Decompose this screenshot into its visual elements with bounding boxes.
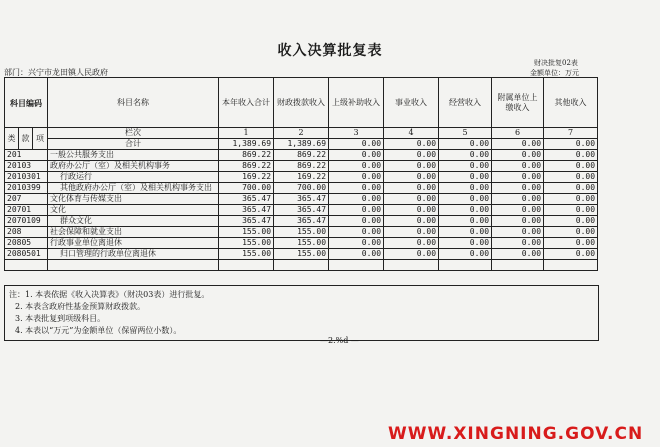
row-value: 0.00 <box>439 227 492 238</box>
form-number: 财决批复02表 <box>534 59 578 67</box>
amount-unit: 金额单位：万元 <box>530 69 579 77</box>
total-cell: 1,389.69 <box>219 139 274 150</box>
row-value: 869.22 <box>219 150 274 161</box>
row-value: 0.00 <box>439 161 492 172</box>
row-value: 0.00 <box>384 238 439 249</box>
row-value: 365.47 <box>274 205 329 216</box>
header-row <box>5 78 598 128</box>
col-kuan: 款 <box>19 128 33 150</box>
row-value: 155.00 <box>274 238 329 249</box>
row-value: 0.00 <box>544 216 598 227</box>
row-value: 0.00 <box>329 183 384 194</box>
col-xiang: 项 <box>33 128 48 150</box>
row-value: 0.00 <box>384 205 439 216</box>
row-value: 0.00 <box>329 150 384 161</box>
table-row <box>5 260 598 271</box>
site-watermark: WWW.XINGNING.GOV.CN <box>388 424 644 444</box>
row-value: 700.00 <box>219 183 274 194</box>
row-value: 365.47 <box>219 205 274 216</box>
row-value: 0.00 <box>492 227 544 238</box>
row-value: 0.00 <box>492 150 544 161</box>
col-other: 其他收入 <box>544 78 598 128</box>
total-cell: 0.00 <box>384 139 439 150</box>
row-value: 365.47 <box>219 194 274 205</box>
row-value: 0.00 <box>492 238 544 249</box>
row-value: 0.00 <box>439 194 492 205</box>
row-value: 0.00 <box>384 172 439 183</box>
col-num: 5 <box>439 128 492 139</box>
col-subsidy: 上级补助收入 <box>329 78 384 128</box>
row-value: 0.00 <box>492 183 544 194</box>
table-row <box>5 161 598 172</box>
table-row <box>5 205 598 216</box>
row-value <box>384 260 439 271</box>
row-value: 0.00 <box>544 249 598 260</box>
row-name: 其他政府办公厅（室）及相关机构事务支出 <box>48 183 219 194</box>
row-value <box>439 260 492 271</box>
col-business: 事业收入 <box>384 78 439 128</box>
row-code: 2080501 <box>5 249 48 260</box>
row-value: 169.22 <box>219 172 274 183</box>
col-num: 4 <box>384 128 439 139</box>
row-value: 0.00 <box>384 216 439 227</box>
row-value: 365.47 <box>274 216 329 227</box>
row-value: 0.00 <box>329 161 384 172</box>
col-lei: 类 <box>5 128 19 150</box>
total-row <box>5 139 598 150</box>
row-name: 行政事业单位离退休 <box>48 238 219 249</box>
row-value: 0.00 <box>384 150 439 161</box>
row-value: 869.22 <box>219 161 274 172</box>
row-name: 行政运行 <box>48 172 219 183</box>
col-num: 6 <box>492 128 544 139</box>
row-value <box>219 260 274 271</box>
col-fiscal: 财政拨款收入 <box>274 78 329 128</box>
row-code: 208 <box>5 227 48 238</box>
table-row <box>5 249 598 260</box>
table-row <box>5 183 598 194</box>
row-name: 群众文化 <box>48 216 219 227</box>
table-row <box>5 172 598 183</box>
lanci-row <box>5 128 598 139</box>
lanci-label: 栏次 <box>48 128 219 139</box>
row-value: 0.00 <box>492 205 544 216</box>
page-number: —2.%d — <box>320 336 359 345</box>
row-value: 869.22 <box>274 161 329 172</box>
table-row <box>5 238 598 249</box>
col-num: 1 <box>219 128 274 139</box>
table-row <box>5 194 598 205</box>
row-value: 0.00 <box>439 172 492 183</box>
row-name: 社会保障和就业支出 <box>48 227 219 238</box>
row-value: 0.00 <box>544 205 598 216</box>
row-code: 2010301 <box>5 172 48 183</box>
row-value: 0.00 <box>492 194 544 205</box>
row-value: 0.00 <box>439 183 492 194</box>
col-num: 3 <box>329 128 384 139</box>
row-value <box>492 260 544 271</box>
row-value: 0.00 <box>544 150 598 161</box>
row-value: 0.00 <box>329 238 384 249</box>
row-code: 20103 <box>5 161 48 172</box>
note-line: 2. 本表含政府性基金预算财政拨款。 <box>15 302 146 311</box>
row-value: 155.00 <box>219 227 274 238</box>
total-cell: 0.00 <box>439 139 492 150</box>
col-subject-name: 科目名称 <box>48 78 219 128</box>
row-name: 文化 <box>48 205 219 216</box>
row-value: 0.00 <box>329 216 384 227</box>
row-value: 0.00 <box>439 216 492 227</box>
row-value: 0.00 <box>384 227 439 238</box>
row-value: 155.00 <box>274 249 329 260</box>
total-cell: 0.00 <box>492 139 544 150</box>
row-name: 政府办公厅（室）及相关机构事务 <box>48 161 219 172</box>
row-value: 0.00 <box>329 194 384 205</box>
row-value: 0.00 <box>329 249 384 260</box>
row-value: 0.00 <box>544 172 598 183</box>
income-approval-table <box>4 77 598 271</box>
row-value: 0.00 <box>492 216 544 227</box>
row-value: 869.22 <box>274 150 329 161</box>
row-value: 0.00 <box>384 183 439 194</box>
row-value: 155.00 <box>219 249 274 260</box>
row-value: 155.00 <box>274 227 329 238</box>
row-code: 20701 <box>5 205 48 216</box>
row-value: 0.00 <box>384 249 439 260</box>
row-code: 2070109 <box>5 216 48 227</box>
row-name <box>48 260 219 271</box>
row-value: 0.00 <box>492 161 544 172</box>
notes-box <box>4 285 599 341</box>
row-value: 0.00 <box>544 183 598 194</box>
note-line: 注：1. 本表依据《收入决算表》（财决03表）进行批复。 <box>9 290 210 299</box>
col-affiliated: 附属单位上缴收入 <box>492 78 544 128</box>
total-cell: 1,389.69 <box>274 139 329 150</box>
row-name: 归口管理的行政单位离退休 <box>48 249 219 260</box>
row-code: 201 <box>5 150 48 161</box>
row-value: 0.00 <box>439 150 492 161</box>
total-label: 合计 <box>48 139 219 150</box>
col-num: 7 <box>544 128 598 139</box>
row-value <box>274 260 329 271</box>
total-cell: 0.00 <box>329 139 384 150</box>
row-value: 700.00 <box>274 183 329 194</box>
row-code: 2010399 <box>5 183 48 194</box>
row-value: 0.00 <box>329 172 384 183</box>
row-value: 365.47 <box>274 194 329 205</box>
col-operating: 经营收入 <box>439 78 492 128</box>
table-row <box>5 216 598 227</box>
row-value: 155.00 <box>219 238 274 249</box>
row-code <box>5 260 48 271</box>
col-subject-code: 科目编码 <box>5 78 48 128</box>
row-value: 365.47 <box>219 216 274 227</box>
row-value <box>544 260 598 271</box>
col-total: 本年收入合计 <box>219 78 274 128</box>
row-value: 0.00 <box>492 172 544 183</box>
row-value: 0.00 <box>329 227 384 238</box>
table-row <box>5 227 598 238</box>
note-line: 4. 本表以“万元”为金额单位（保留两位小数）。 <box>15 326 182 335</box>
row-value: 0.00 <box>384 161 439 172</box>
row-value: 0.00 <box>439 205 492 216</box>
total-cell: 0.00 <box>544 139 598 150</box>
row-value <box>329 260 384 271</box>
row-value: 0.00 <box>329 205 384 216</box>
row-code: 20805 <box>5 238 48 249</box>
table-row <box>5 150 598 161</box>
row-value: 0.00 <box>492 249 544 260</box>
row-value: 0.00 <box>544 194 598 205</box>
row-value: 0.00 <box>544 238 598 249</box>
row-value: 0.00 <box>439 249 492 260</box>
row-value: 169.22 <box>274 172 329 183</box>
page-title: 收入决算批复表 <box>277 43 383 59</box>
row-name: 一般公共服务支出 <box>48 150 219 161</box>
note-line: 3. 本表批复到项级科目。 <box>15 314 106 323</box>
row-value: 0.00 <box>439 238 492 249</box>
row-code: 207 <box>5 194 48 205</box>
department-label: 部门：兴宁市龙田镇人民政府 <box>4 68 108 77</box>
col-num: 2 <box>274 128 329 139</box>
row-value: 0.00 <box>384 194 439 205</box>
row-value: 0.00 <box>544 227 598 238</box>
row-name: 文化体育与传媒支出 <box>48 194 219 205</box>
row-value: 0.00 <box>544 161 598 172</box>
